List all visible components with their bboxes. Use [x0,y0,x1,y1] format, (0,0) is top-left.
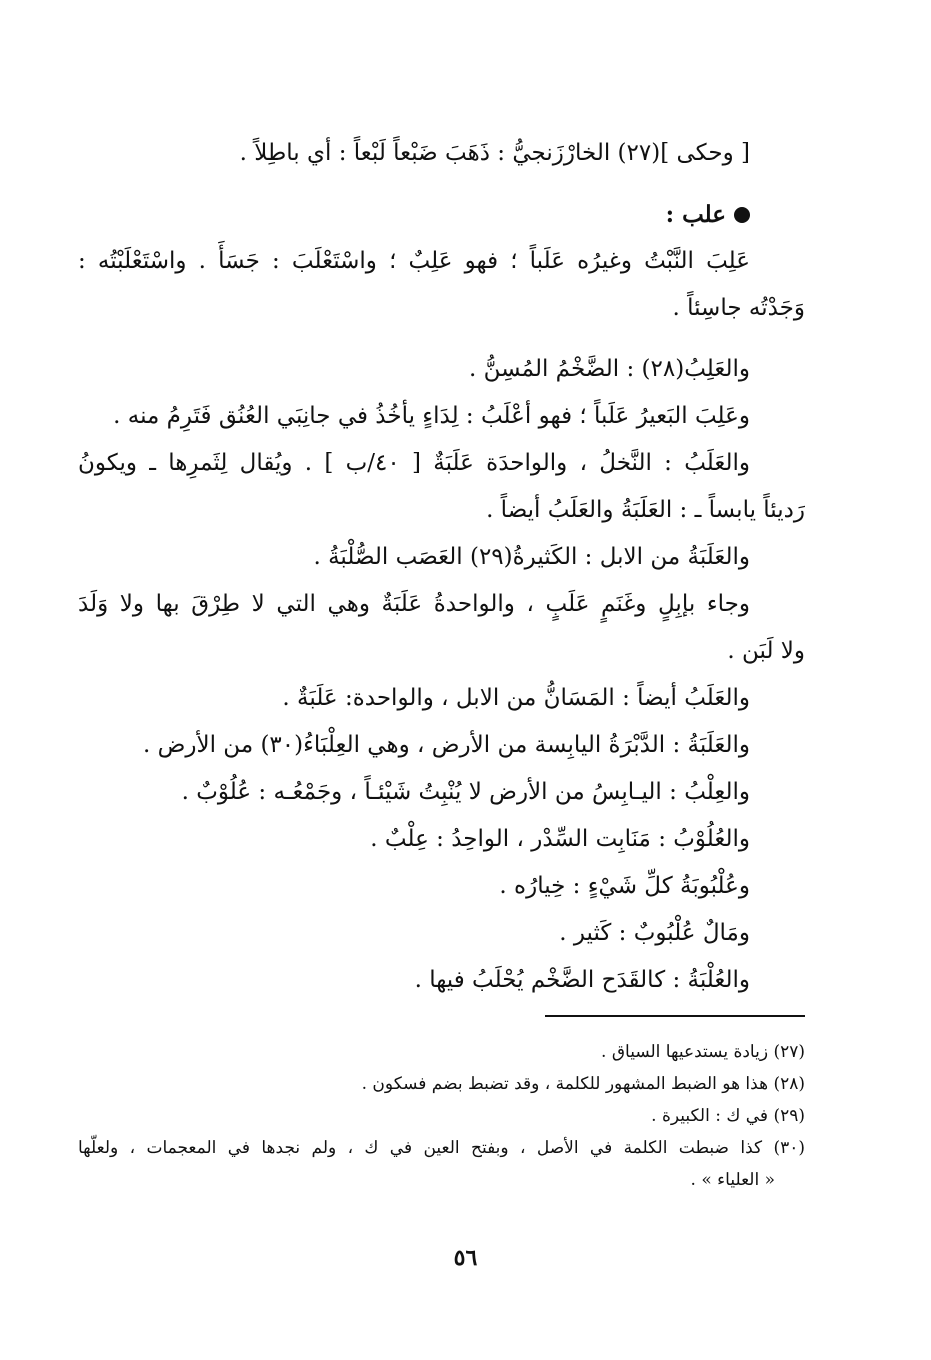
entry-heading [78,191,805,238]
text-line: والعَلَبَةُ من الابل : الكَثيرةُ(٢٩) العَصَب الصُّلْبَةُ . [313,544,750,570]
entry-heading-label: علب : [665,201,726,228]
text-line: والعَلِبُ(٢٨) : الضَّخْمُ المُسِنُّ . [469,356,750,382]
text-line: والعُلْبَةُ : كالقَدَح الضَّخْم يُحْلَبُ فيها . [414,967,750,993]
footnote-29: (٢٩) في ك : الكبيرة . [651,1106,805,1126]
text-line: وعُلْبُوبَةُ كلِّ شَيْءٍ : خِيارُه . [499,873,750,899]
footnote-28: (٢٨) هذا هو الضبط المشهور للكلمة ، وقد تضبط بضم فسكون . [361,1074,805,1094]
footnotes [78,1036,805,1196]
footnote-27: (٢٧) زيادة يستدعيها السياق . [601,1042,805,1062]
page-number: ٥٦ [453,1245,478,1271]
text-line: والعُلُوْبُ : مَنَابِت السِّدْر ، الواحِدُ : عِلْبٌ . [370,826,750,852]
text-line: والعَلَبَةُ : الدَّبْرَةُ اليابِسة من الأرض ، وهي العِلْبَاءُ(٣٠) من الأرض . [142,732,750,758]
main-text [78,130,805,1004]
footnote-30: (٣٠) كذا ضبطت الكلمة في الأصل ، وبفتح العين في ك ، ولم نجدها في المعجمات ، ولعلّها [78,1138,805,1158]
text-line: [ وحكى ](٢٧) الخارْزَنجيُّ : ذَهَبَ ضَبْعاً لَبْعاً : أي باطِلاً . [239,140,750,166]
text-line: والعَلَبُ أيضاً : المَسَانُّ من الابل ، والواحدة: عَلَبَةٌ . [282,685,750,711]
spacer [78,177,805,191]
bullet-icon [734,207,750,223]
text-line: والعَلَبُ : النَّخلُ ، والواحدَة عَلَبَةٌ [ ٤٠/ب ] . ويُقال لِثَمرِها ـ ويكونُ [78,450,750,476]
spacer [78,332,805,346]
text-line: رَديئاً يابساً ـ : العَلَبَةُ والعَلَبُ أيضاً . [486,497,805,523]
text-line: وعَلِبَ البَعيرُ عَلَباً ؛ فهو أعْلَبُ : لِدَاءٍ يأخُذُ في جانِبَي العُنُق فَتَرِمُ منه . [113,403,750,429]
text-line: وجاء بإبِلٍ وغَنَمٍ عَلَبٍ ، والواحدةُ عَلَبَةٌ وهي التي لا طِرْقَ بها ولا وَلَدَ [78,591,750,617]
text-line: عَلِبَ النَّبْتُ وغيرُه عَلَباً ؛ فهو عَلِبٌ ؛ واسْتَعْلَبَ : جَسَأَ . واسْتَعْلَبْتُه : [78,248,750,274]
text-line: وَجَدْتُه جاسِئاً . [672,295,805,321]
footnote-divider [545,1015,805,1017]
text-line: ومَالٌ عُلْبُوبٌ : كَثير . [559,920,750,946]
footnote-30-continued: « العلياء » . [690,1170,775,1190]
text-line: والعِلْبُ : اليـابِسُ من الأرض لا يُنْبِتُ شَيْئـاً ، وجَمْعُـه : عُلُوْبٌ . [181,779,750,805]
text-line: ولا لَبَن . [727,638,805,664]
